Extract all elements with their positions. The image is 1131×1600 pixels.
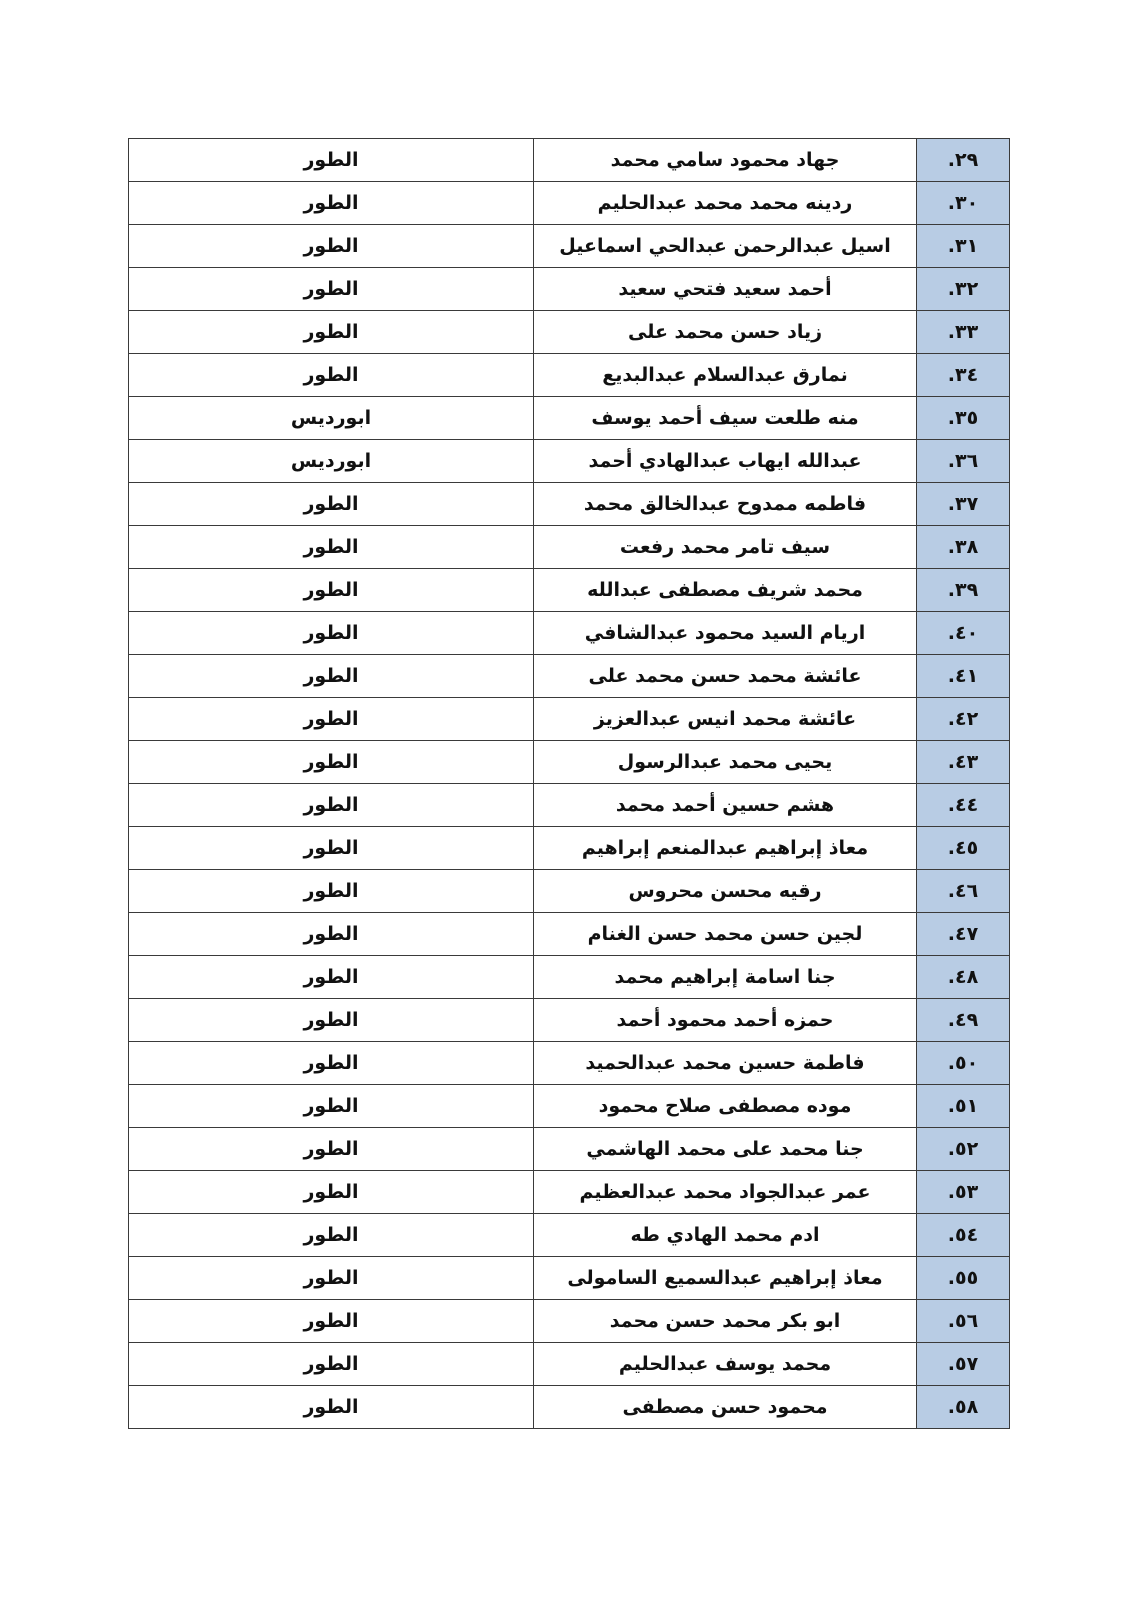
row-number-cell xyxy=(917,225,1010,268)
table-row xyxy=(129,139,1010,182)
row-number-cell xyxy=(917,999,1010,1042)
row-number-cell xyxy=(917,139,1010,182)
table-row xyxy=(129,655,1010,698)
location-cell: الطور xyxy=(129,1300,534,1343)
row-number-cell xyxy=(917,612,1010,655)
location-cell: الطور xyxy=(129,784,534,827)
table-row xyxy=(129,913,1010,956)
table-row xyxy=(129,784,1010,827)
row-number-cell xyxy=(917,483,1010,526)
row-number: ٣١. xyxy=(947,235,979,257)
student-name-cell: عمر عبدالجواد محمد عبدالعظيم xyxy=(534,1171,917,1214)
table-row xyxy=(129,827,1010,870)
location-cell: الطور xyxy=(129,612,534,655)
student-name-cell: سيف تامر محمد رفعت xyxy=(534,526,917,569)
row-number-cell xyxy=(917,354,1010,397)
student-name-cell: اريام السيد محمود عبدالشافي xyxy=(534,612,917,655)
location-cell: الطور xyxy=(129,139,534,182)
row-number-cell xyxy=(917,956,1010,999)
student-name-cell: محمد يوسف عبدالحليم xyxy=(534,1343,917,1386)
row-number: ٣٦. xyxy=(947,450,979,472)
location-cell: الطور xyxy=(129,526,534,569)
student-name-cell: زياد حسن محمد على xyxy=(534,311,917,354)
location-cell: الطور xyxy=(129,827,534,870)
location-cell: ابورديس xyxy=(129,440,534,483)
row-number: ٥٤. xyxy=(947,1224,979,1246)
row-number: ٣٩. xyxy=(947,579,979,601)
row-number: ٣٢. xyxy=(947,278,979,300)
row-number-cell xyxy=(917,1128,1010,1171)
row-number-cell xyxy=(917,655,1010,698)
row-number-cell xyxy=(917,526,1010,569)
student-name-cell: فاطمة حسين محمد عبدالحميد xyxy=(534,1042,917,1085)
student-name-cell: يحيى محمد عبدالرسول xyxy=(534,741,917,784)
row-number-cell xyxy=(917,397,1010,440)
location-cell: الطور xyxy=(129,655,534,698)
row-number-cell xyxy=(917,182,1010,225)
row-number-cell xyxy=(917,1171,1010,1214)
student-name-cell: ابو بكر محمد حسن محمد xyxy=(534,1300,917,1343)
table-row xyxy=(129,1214,1010,1257)
location-cell: الطور xyxy=(129,870,534,913)
table-row xyxy=(129,311,1010,354)
table-row xyxy=(129,612,1010,655)
row-number: ٤٤. xyxy=(947,794,979,816)
row-number: ٣٤. xyxy=(947,364,979,386)
location-cell: ابورديس xyxy=(129,397,534,440)
student-name-cell: محمد شريف مصطفى عبدالله xyxy=(534,569,917,612)
student-name-cell: جهاد محمود سامي محمد xyxy=(534,139,917,182)
student-name-cell: أحمد سعيد فتحي سعيد xyxy=(534,268,917,311)
row-number: ٤٨. xyxy=(947,966,979,988)
location-cell: الطور xyxy=(129,268,534,311)
row-number: ٥٧. xyxy=(947,1353,979,1375)
row-number: ٥٥. xyxy=(947,1267,979,1289)
row-number-cell xyxy=(917,1300,1010,1343)
table-row xyxy=(129,1257,1010,1300)
table-row xyxy=(129,440,1010,483)
location-cell: الطور xyxy=(129,1042,534,1085)
student-name-cell: عائشة محمد انيس عبدالعزيز xyxy=(534,698,917,741)
row-number-cell xyxy=(917,1343,1010,1386)
table-row xyxy=(129,1343,1010,1386)
student-name-cell: عبدالله ايهاب عبدالهادي أحمد xyxy=(534,440,917,483)
row-number: ٤٢. xyxy=(947,708,979,730)
row-number: ٥٣. xyxy=(947,1181,979,1203)
location-cell: الطور xyxy=(129,1214,534,1257)
row-number: ٤٠. xyxy=(947,622,979,644)
row-number-cell xyxy=(917,741,1010,784)
row-number: ٣٥. xyxy=(947,407,979,429)
row-number: ٥١. xyxy=(947,1095,979,1117)
student-name-cell: معاذ إبراهيم عبدالسميع السامولى xyxy=(534,1257,917,1300)
row-number: ٢٩. xyxy=(947,149,979,171)
location-cell: الطور xyxy=(129,1085,534,1128)
row-number-cell xyxy=(917,827,1010,870)
row-number-cell xyxy=(917,440,1010,483)
table-row xyxy=(129,569,1010,612)
student-name-cell: ادم محمد الهادي طه xyxy=(534,1214,917,1257)
location-cell: الطور xyxy=(129,182,534,225)
location-cell: الطور xyxy=(129,698,534,741)
location-cell: الطور xyxy=(129,741,534,784)
student-name-cell: ردينه محمد محمد عبدالحليم xyxy=(534,182,917,225)
row-number: ٤٩. xyxy=(947,1009,979,1031)
location-cell: الطور xyxy=(129,1257,534,1300)
location-cell: الطور xyxy=(129,225,534,268)
location-cell: الطور xyxy=(129,483,534,526)
student-name-cell: لجين حسن محمد حسن الغنام xyxy=(534,913,917,956)
row-number: ٤٥. xyxy=(947,837,979,859)
row-number-cell xyxy=(917,913,1010,956)
table-row xyxy=(129,225,1010,268)
row-number: ٤١. xyxy=(947,665,979,687)
student-name-cell: محمود حسن مصطفى xyxy=(534,1386,917,1429)
table-row xyxy=(129,1171,1010,1214)
table-row xyxy=(129,698,1010,741)
names-table xyxy=(128,138,1010,1429)
row-number: ٣٧. xyxy=(947,493,979,515)
row-number: ٥٠. xyxy=(947,1052,979,1074)
row-number-cell xyxy=(917,1042,1010,1085)
table-row xyxy=(129,1042,1010,1085)
row-number-cell xyxy=(917,870,1010,913)
student-name-cell: موده مصطفى صلاح محمود xyxy=(534,1085,917,1128)
student-name-cell: جنا اسامة إبراهيم محمد xyxy=(534,956,917,999)
row-number: ٥٦. xyxy=(947,1310,979,1332)
row-number-cell xyxy=(917,698,1010,741)
student-name-cell: منه طلعت سيف أحمد يوسف xyxy=(534,397,917,440)
row-number-cell xyxy=(917,1214,1010,1257)
row-number-cell xyxy=(917,569,1010,612)
student-name-cell: فاطمه ممدوح عبدالخالق محمد xyxy=(534,483,917,526)
row-number: ٤٧. xyxy=(947,923,979,945)
location-cell: الطور xyxy=(129,1343,534,1386)
table-row xyxy=(129,1386,1010,1429)
row-number-cell xyxy=(917,268,1010,311)
row-number: ٣٣. xyxy=(947,321,979,343)
row-number-cell xyxy=(917,784,1010,827)
names-table-body xyxy=(129,139,1010,1429)
table-row xyxy=(129,268,1010,311)
student-name-cell: عائشة محمد حسن محمد على xyxy=(534,655,917,698)
table-row xyxy=(129,1300,1010,1343)
table-row xyxy=(129,999,1010,1042)
table-row xyxy=(129,354,1010,397)
student-name-cell: حمزه أحمد محمود أحمد xyxy=(534,999,917,1042)
student-name-cell: رقيه محسن محروس xyxy=(534,870,917,913)
location-cell: الطور xyxy=(129,999,534,1042)
row-number: ٥٨. xyxy=(947,1396,979,1418)
table-row xyxy=(129,741,1010,784)
location-cell: الطور xyxy=(129,913,534,956)
location-cell: الطور xyxy=(129,354,534,397)
row-number-cell xyxy=(917,1085,1010,1128)
row-number: ٤٣. xyxy=(947,751,979,773)
location-cell: الطور xyxy=(129,311,534,354)
table-row xyxy=(129,870,1010,913)
table-row xyxy=(129,182,1010,225)
student-name-cell: هشم حسين أحمد محمد xyxy=(534,784,917,827)
location-cell: الطور xyxy=(129,1171,534,1214)
student-name-cell: جنا محمد على محمد الهاشمي xyxy=(534,1128,917,1171)
location-cell: الطور xyxy=(129,1386,534,1429)
student-name-cell: نمارق عبدالسلام عبدالبديع xyxy=(534,354,917,397)
row-number: ٥٢. xyxy=(947,1138,979,1160)
table-row xyxy=(129,956,1010,999)
row-number-cell xyxy=(917,311,1010,354)
table-row xyxy=(129,1085,1010,1128)
student-name-cell: معاذ إبراهيم عبدالمنعم إبراهيم xyxy=(534,827,917,870)
table-row xyxy=(129,526,1010,569)
table-row xyxy=(129,483,1010,526)
location-cell: الطور xyxy=(129,1128,534,1171)
student-name-cell: اسيل عبدالرحمن عبدالحي اسماعيل xyxy=(534,225,917,268)
location-cell: الطور xyxy=(129,569,534,612)
table-row xyxy=(129,1128,1010,1171)
row-number-cell xyxy=(917,1386,1010,1429)
row-number-cell xyxy=(917,1257,1010,1300)
location-cell: الطور xyxy=(129,956,534,999)
table-row xyxy=(129,397,1010,440)
row-number: ٤٦. xyxy=(947,880,979,902)
row-number: ٣٨. xyxy=(947,536,979,558)
row-number: ٣٠. xyxy=(947,192,979,214)
